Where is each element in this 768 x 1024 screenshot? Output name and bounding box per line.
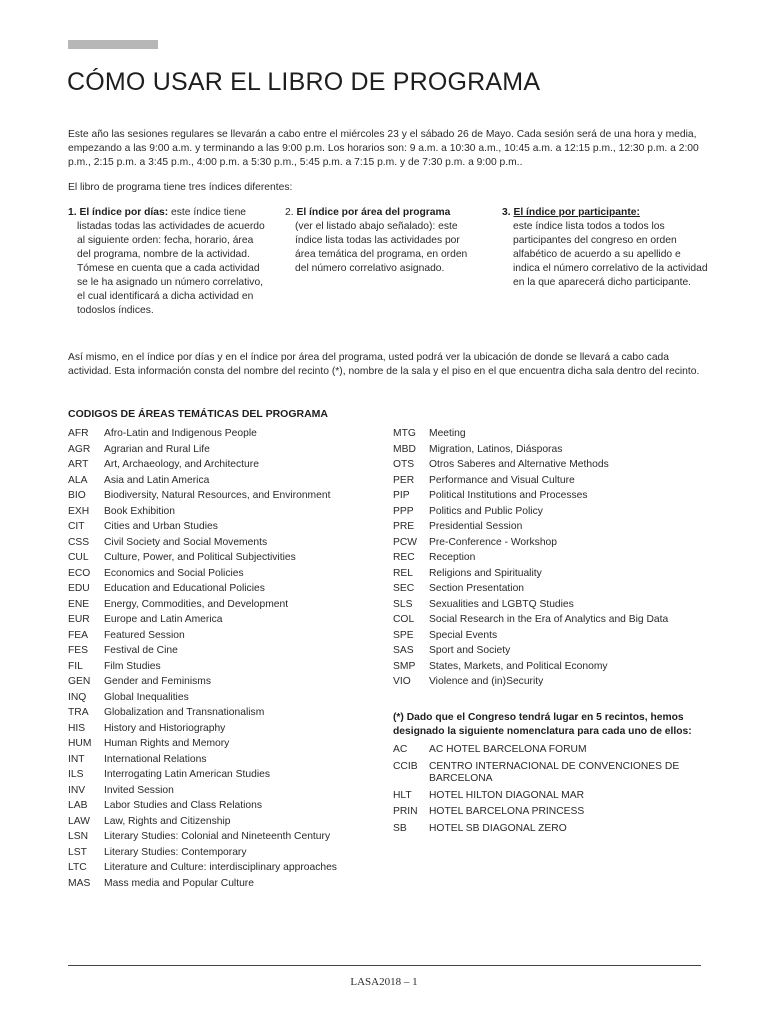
code-item	[68, 721, 337, 737]
code-name: Gender and Feminisms	[104, 676, 212, 687]
code-abbrev: ENE	[68, 598, 90, 610]
code-name: History and Historiography	[104, 722, 226, 734]
location-paragraph: Así mismo, en el índice por días y en el índice por área del programa, usted podrá ver la ubicación de donde se llevará a cabo cada actividad. Esta información consta del nombre del recinto (*), nombre de la sala y el piso en el que encuentra dicha sala dentro del recinto.	[68, 352, 700, 377]
code-abbrev: EUR	[68, 614, 90, 625]
code-abbrev: HIS	[68, 722, 86, 734]
code-abbrev: PIP	[393, 490, 410, 501]
code-abbrev: FIL	[68, 660, 83, 672]
code-name: Performance and Visual Culture	[429, 474, 575, 486]
code-name: Section Presentation	[429, 583, 525, 594]
code-item	[68, 628, 337, 644]
code-abbrev: MBD	[393, 443, 416, 455]
code-item	[68, 814, 337, 830]
code-abbrev: SEC	[393, 583, 415, 594]
code-abbrev: VIO	[393, 676, 411, 687]
code-item	[68, 690, 337, 706]
code-item	[393, 674, 668, 690]
code-abbrev: TRA	[68, 707, 89, 718]
code-abbrev: AGR	[68, 443, 91, 455]
venue-item	[393, 823, 699, 836]
code-name: Global Inequalities	[104, 691, 189, 703]
index-number: 2.	[285, 207, 294, 218]
code-name: HOTEL BARCELONA PRINCESS	[429, 806, 585, 817]
index-body: (ver el listado abajo señalado): este índice lista todas las actividades por área temática del programa, en orden del número correlativo asignado.	[295, 221, 468, 274]
code-item	[393, 628, 668, 644]
page-title: CÓMO USAR EL LIBRO DE PROGRAMA	[67, 68, 541, 96]
code-abbrev: GEN	[68, 676, 91, 687]
code-name: Biodiversity, Natural Resources, and Environment	[104, 490, 331, 501]
code-item	[393, 643, 668, 659]
code-abbrev: ALA	[68, 474, 88, 486]
code-name: International Relations	[104, 753, 207, 765]
code-item	[393, 566, 668, 582]
code-item	[68, 829, 337, 845]
code-name: Film Studies	[104, 660, 161, 672]
code-item	[393, 519, 668, 535]
code-item	[68, 783, 337, 799]
index-body: listadas todas las actividades de acuerdo al siguiente orden: fecha, horario, área del programa, nombre de la actividad. Tómese en cuenta que a cada actividad se le ha asignado un número correlativo, el cual identificará a dicha actividad en todoslos índices.	[77, 221, 265, 316]
code-item	[68, 845, 337, 861]
code-abbrev: CUL	[68, 552, 89, 563]
code-abbrev: MTG	[393, 428, 416, 439]
code-abbrev: COL	[393, 614, 415, 625]
code-name: Social Research in the Era of Analytics and Big Data	[429, 614, 669, 625]
code-name: Invited Session	[104, 784, 174, 796]
code-name: Political Institutions and Processes	[429, 490, 588, 501]
code-item	[68, 442, 337, 458]
code-name: Presidential Session	[429, 521, 523, 532]
code-item	[68, 519, 337, 535]
index-number: 3.	[502, 207, 511, 218]
page-footer: LASA2018 – 1	[350, 976, 418, 988]
code-name: Festival de Cine	[104, 645, 178, 656]
code-name: States, Markets, and Political Economy	[429, 660, 608, 672]
code-name: Cities and Urban Studies	[104, 521, 218, 532]
code-abbrev: SAS	[393, 645, 414, 656]
index-item-participant	[502, 206, 707, 290]
code-name: Economics and Social Policies	[104, 567, 244, 579]
code-name: Violence and (in)Security	[429, 676, 544, 687]
indices-intro: El libro de programa tiene tres índices diferentes:	[68, 182, 293, 193]
codes-heading: CODIGOS DE ÁREAS TEMÁTICAS DEL PROGRAMA	[68, 408, 328, 420]
code-name: Migration, Latinos, Diásporas	[429, 443, 563, 455]
code-abbrev: LAW	[68, 815, 90, 827]
code-name: Civil Society and Social Movements	[104, 536, 268, 548]
code-item	[68, 535, 337, 551]
code-name: Book Exhibition	[104, 505, 175, 517]
code-abbrev: PER	[393, 474, 415, 486]
index-heading: El índice por área del programa	[296, 207, 451, 218]
code-name: AC HOTEL BARCELONA FORUM	[429, 744, 587, 755]
code-abbrev: SMP	[393, 660, 416, 672]
code-item	[393, 581, 668, 597]
venue-item	[393, 744, 699, 757]
code-abbrev: AFR	[68, 428, 89, 439]
code-abbrev: PCW	[393, 536, 418, 548]
code-item	[68, 705, 337, 721]
code-name: Literary Studies: Colonial and Nineteenth Century	[104, 831, 331, 842]
code-abbrev: SB	[393, 822, 407, 834]
code-abbrev: CSS	[68, 536, 90, 548]
code-abbrev: LSN	[68, 831, 89, 842]
venues-list	[393, 744, 699, 839]
code-item	[393, 550, 668, 566]
code-item	[68, 736, 337, 752]
code-name: Interrogating Latin American Studies	[104, 769, 270, 780]
code-item	[68, 752, 337, 768]
code-item	[68, 426, 337, 442]
code-item	[393, 597, 668, 613]
code-name: Otros Saberes and Alternative Methods	[429, 459, 609, 470]
code-abbrev: CIT	[68, 521, 85, 532]
code-name: Afro-Latin and Indigenous People	[104, 428, 257, 439]
code-item	[68, 581, 337, 597]
code-name: Reception	[429, 552, 476, 563]
code-item	[68, 612, 337, 628]
code-name: Mass media and Popular Culture	[104, 877, 254, 889]
code-item	[393, 473, 668, 489]
code-item	[393, 659, 668, 675]
code-abbrev: AC	[393, 744, 408, 755]
code-item	[68, 798, 337, 814]
code-item	[68, 566, 337, 582]
code-name: Sport and Society	[429, 645, 511, 656]
code-abbrev: FEA	[68, 629, 89, 641]
code-abbrev: REL	[393, 567, 414, 579]
venue-item	[393, 790, 699, 803]
code-item	[68, 767, 337, 783]
code-abbrev: LTC	[68, 862, 87, 873]
code-item	[68, 597, 337, 613]
code-name: Human Rights and Memory	[104, 738, 230, 749]
code-abbrev: OTS	[393, 459, 415, 470]
code-item	[68, 504, 337, 520]
venue-note: (*) Dado que el Congreso tendrá lugar en 5 recintos, hemos designado la siguiente nomenclatura para cada uno de ellos:	[393, 712, 692, 737]
code-name: Religions and Spirituality	[429, 567, 542, 579]
header-accent-bar	[68, 40, 158, 49]
code-item	[68, 457, 337, 473]
code-item	[393, 504, 668, 520]
code-name: Law, Rights and Citizenship	[104, 815, 231, 827]
code-abbrev: MAS	[68, 877, 91, 889]
code-name: Education and Educational Policies	[104, 583, 265, 594]
code-name: HOTEL SB DIAGONAL ZERO	[429, 822, 567, 834]
index-first-line: este índice tiene	[171, 207, 247, 218]
code-name: CENTRO INTERNACIONAL DE CONVENCIONES DE BARCELONA	[429, 760, 680, 784]
code-abbrev: PPP	[393, 505, 414, 517]
code-name: Energy, Commodities, and Development	[104, 598, 289, 610]
code-abbrev: HLT	[393, 789, 412, 801]
code-item	[393, 612, 668, 628]
code-abbrev: FES	[68, 645, 89, 656]
code-abbrev: EDU	[68, 583, 90, 594]
index-body: este índice lista todos a todos los participantes del congreso en orden alfabético de acuerdo a su apellido e indica el número correlativo de la actividad en la que aparecerá dicho participante.	[513, 221, 708, 288]
code-abbrev: PRE	[393, 521, 415, 532]
venue-item	[393, 806, 699, 819]
index-number: 1.	[68, 207, 77, 218]
code-abbrev: LST	[68, 846, 87, 858]
code-name: Featured Session	[104, 629, 185, 641]
code-abbrev: REC	[393, 552, 415, 563]
code-item	[68, 550, 337, 566]
code-abbrev: INV	[68, 784, 86, 796]
code-item	[393, 535, 668, 551]
code-name: HOTEL HILTON DIAGONAL MAR	[429, 789, 585, 801]
code-item	[393, 426, 668, 442]
code-abbrev: CCIB	[393, 760, 418, 772]
code-abbrev: ART	[68, 459, 89, 470]
code-item	[68, 860, 337, 876]
code-abbrev: PRIN	[393, 806, 418, 817]
code-abbrev: EXH	[68, 505, 90, 517]
code-name: Literary Studies: Contemporary	[104, 846, 247, 858]
code-abbrev: BIO	[68, 490, 86, 501]
intro-paragraph: Este año las sesiones regulares se llevarán a cabo entre el miércoles 23 y el sábado 26 de Mayo. Cada sesión será de una hora y media, empezando a las 9:00 a.m. y terminando a las 9:00 p.m. Los horarios son: 9 a.m. a 10:30 a.m., 10:45 a.m. a 12:15 p.m., 12:30 p.m. a 2:00 p.m., 2:15 p.m. a 3:45 p.m., 4:00 p.m. a 5:30 p.m., 5:45 p.m. a 7:15 p.m. y de 7:30 p.m. a 9:00 p.m..	[68, 129, 699, 168]
code-abbrev: INQ	[68, 691, 87, 703]
index-item-area	[285, 206, 485, 276]
code-item	[393, 442, 668, 458]
code-name: Politics and Public Policy	[429, 505, 543, 517]
codes-list-left	[68, 426, 337, 891]
code-name: Meeting	[429, 428, 466, 439]
code-name: Culture, Power, and Political Subjectivities	[104, 552, 296, 563]
code-item	[68, 876, 337, 892]
code-name: Asia and Latin America	[104, 474, 210, 486]
code-item	[68, 659, 337, 675]
code-name: Art, Archaeology, and Architecture	[104, 459, 259, 470]
code-abbrev: ILS	[68, 769, 84, 780]
index-heading: El índice por días:	[79, 207, 169, 218]
codes-list-right	[393, 426, 668, 690]
code-name: Literature and Culture: interdisciplinary approaches	[104, 862, 337, 873]
code-abbrev: SLS	[393, 598, 413, 610]
venue-item	[393, 761, 699, 786]
code-abbrev: INT	[68, 753, 85, 765]
code-item	[393, 488, 668, 504]
index-heading: El índice por participante:	[513, 207, 640, 218]
code-name: Pre-Conference - Workshop	[429, 536, 558, 548]
code-name: Sexualities and LGBTQ Studies	[429, 598, 574, 610]
code-abbrev: ECO	[68, 567, 91, 579]
code-name: Globalization and Transnationalism	[104, 707, 265, 718]
code-item	[68, 643, 337, 659]
code-abbrev: HUM	[68, 738, 92, 749]
code-name: Agrarian and Rural Life	[104, 443, 210, 455]
code-abbrev: SPE	[393, 629, 414, 641]
footer-rule	[68, 965, 701, 966]
index-item-days	[68, 206, 273, 318]
code-abbrev: LAB	[68, 800, 88, 811]
code-item	[68, 473, 337, 489]
code-name: Special Events	[429, 629, 498, 641]
code-name: Labor Studies and Class Relations	[104, 800, 262, 811]
code-name: Europe and Latin America	[104, 614, 223, 625]
code-item	[68, 488, 337, 504]
code-item	[393, 457, 668, 473]
code-item	[68, 674, 337, 690]
